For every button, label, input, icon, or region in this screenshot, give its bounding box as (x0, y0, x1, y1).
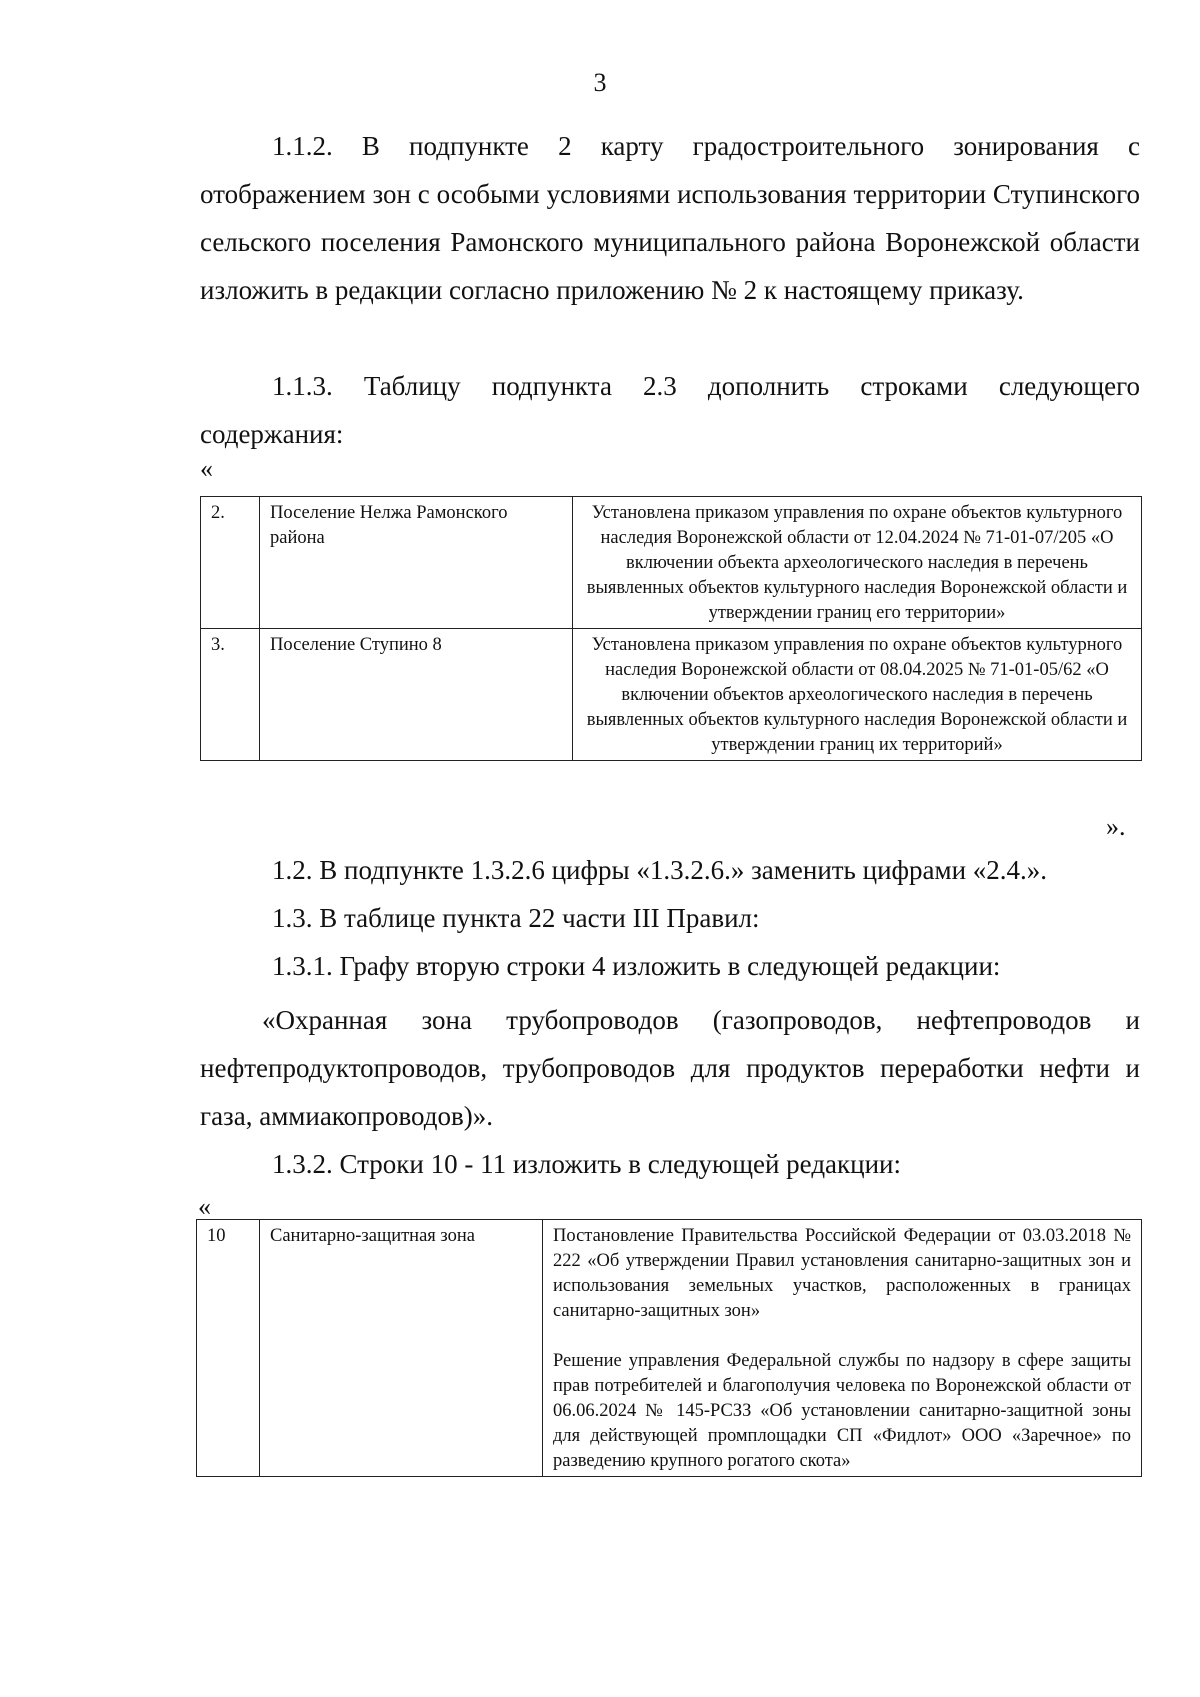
legal-basis: Установлена приказом управления по охране объектов культурного наследия Воронежской области от 12.04.2024 № 71-01-07/205 «О включении объекта археологического наследия в перечень выявленных объектов культурного наследия Воронежской области и утверждении границ его территории» (573, 497, 1142, 629)
row-number: 2. (201, 497, 260, 629)
table-row (197, 1220, 1142, 1477)
paragraph-quoted-zone-name: «Охранная зона трубопроводов (газопроводов, нефтепроводов и нефтепродуктопроводов, трубопроводов для продуктов переработки нефти и газа, аммиакопроводов)». (200, 1005, 1140, 1131)
paragraph-1-1-3: 1.1.3. Таблицу подпункта 2.3 дополнить строками следующего содержания: (200, 371, 1140, 449)
legal-basis-decision: Решение управления Федеральной службы по надзору в сфере защиты прав потребителей и благополучия человека по Воронежской области от 06.06.2024 № 145-РСЗЗ «Об установлении санитарно-защитной зоны для действующей промплощадки СП «Фидлот» ООО «Заречное» по разведению крупного рогатого скота» (553, 1351, 1131, 1471)
zone-name: Санитарно-защитная зона (260, 1220, 543, 1477)
table-protected-zones-additions (200, 496, 1142, 761)
paragraph-1-3-1: 1.3.1. Графу вторую строки 4 изложить в следующей редакции: (272, 951, 1001, 981)
row-number: 10 (197, 1220, 260, 1477)
legal-basis (543, 1220, 1142, 1477)
table-row (201, 629, 1142, 761)
opening-quote-table1: « (200, 454, 213, 483)
opening-quote-table2: « (198, 1192, 211, 1221)
object-name: Поселение Нелжа Рамонского района (260, 497, 573, 629)
legal-basis-decree: Постановление Правительства Российской Федерации от 03.03.2018 № 222 «Об утверждении Правил установления санитарно-защитных зон и использования земельных участков, расположенных в границах санитарно-защитных зон» (553, 1226, 1131, 1321)
paragraph-1-3-2: 1.3.2. Строки 10 - 11 изложить в следующей редакции: (272, 1149, 902, 1179)
legal-basis: Установлена приказом управления по охране объектов культурного наследия Воронежской области от 08.04.2025 № 71-01-05/62 «О включении объектов археологического наследия в перечень выявленных объектов культурного наследия Воронежской области и утверждении границ их территорий» (573, 629, 1142, 761)
table-sanitary-zone (196, 1219, 1142, 1477)
table-row (201, 497, 1142, 629)
paragraph-1-3: 1.3. В таблице пункта 22 части III Правил: (272, 903, 760, 933)
paragraph-1-1-2: 1.1.2. В подпункте 2 карту градостроительного зонирования с отображением зон с особыми условиями использования территории Ступинского сельского поселения Рамонского муниципального района Воронежской области изложить в редакции согласно приложению № 2 к настоящему приказу. (200, 131, 1140, 305)
paragraph-1-2: 1.2. В подпункте 1.3.2.6 цифры «1.3.2.6.» заменить цифрами «2.4.». (272, 855, 1048, 885)
page-number: 3 (593, 68, 607, 97)
object-name: Поселение Ступино 8 (260, 629, 573, 761)
row-number: 3. (201, 629, 260, 761)
closing-quote-table1: ». (1106, 812, 1126, 841)
